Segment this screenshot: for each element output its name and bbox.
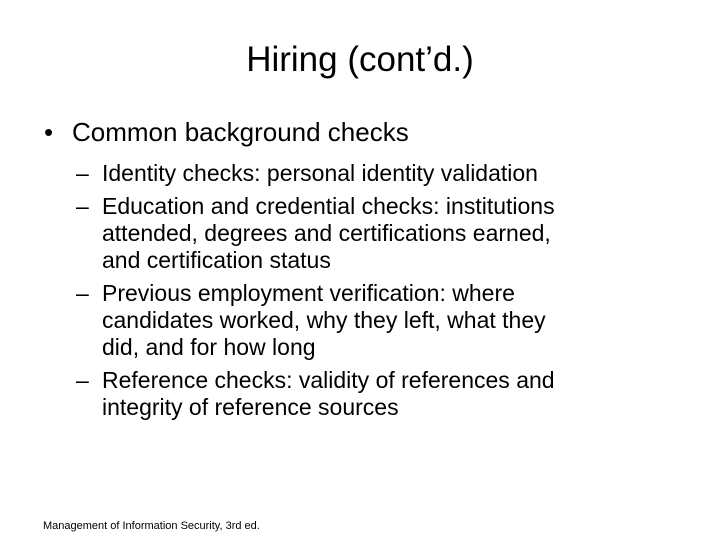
sub-item-line: Identity checks: personal identity validation xyxy=(102,160,538,186)
sub-item-line: candidates worked, why they left, what they xyxy=(102,307,546,333)
dash-marker: – xyxy=(76,280,89,306)
dash-marker: – xyxy=(76,367,89,393)
bullet-text: Common background checks xyxy=(72,117,409,147)
sub-item-education-checks xyxy=(76,193,676,274)
sub-item-line: did, and for how long xyxy=(102,334,316,360)
sub-item-identity-checks xyxy=(76,160,676,187)
sub-item-reference-checks xyxy=(76,367,676,421)
sub-bullet-list xyxy=(76,160,676,427)
sub-item-line: integrity of reference sources xyxy=(102,394,399,420)
bullet-marker: • xyxy=(44,117,54,147)
dash-marker: – xyxy=(76,193,89,219)
sub-item-line: and certification status xyxy=(102,247,331,273)
sub-item-line: attended, degrees and certifications earned, xyxy=(102,220,551,246)
slide-title: Hiring (cont’d.) xyxy=(246,40,474,79)
sub-item-line: Previous employment verification: where xyxy=(102,280,515,306)
dash-marker: – xyxy=(76,160,89,186)
bullet-common-background-checks xyxy=(44,115,409,149)
sub-item-employment-verification xyxy=(76,280,676,361)
sub-item-line: Reference checks: validity of references and xyxy=(102,367,555,393)
slide-footer: Management of Information Security, 3rd ed. xyxy=(43,520,260,532)
sub-item-line: Education and credential checks: institutions xyxy=(102,193,555,219)
